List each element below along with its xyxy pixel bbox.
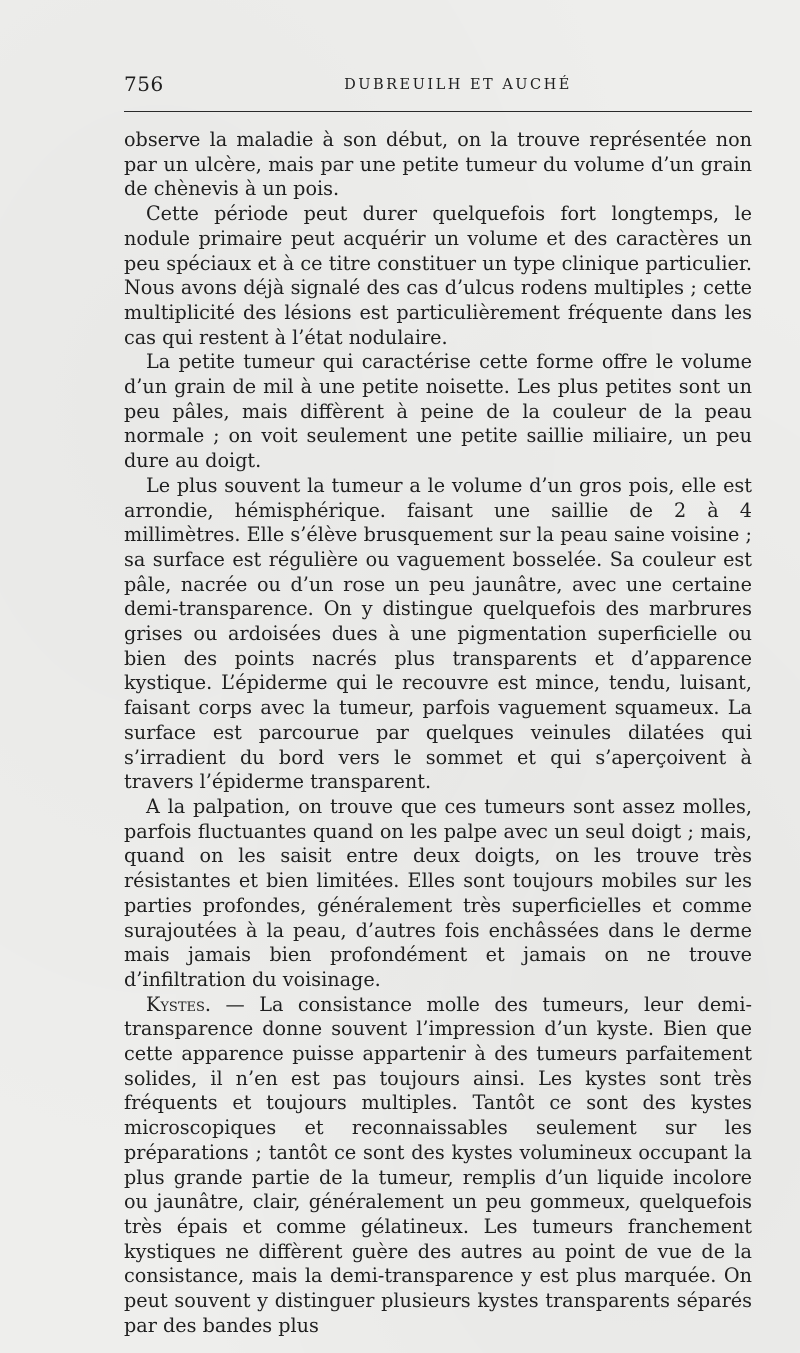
paragraph-6 <box>124 993 752 1339</box>
paragraph-3 <box>124 350 752 474</box>
paragraph-2-text: Cette période peut durer quelquefois fort longtemps, le nodule primaire peut acquérir un volume et des caractères un peu spéciaux et à ce titre constituer un type clinique particulier. Nous avons déjà signalé des cas d’ulcus rodens multiples ; cette multiplicité des lésions est particulièrement fréquente dans les cas qui restent à l’état nodulaire. <box>124 202 752 349</box>
paragraph-4-text: Le plus souvent la tumeur a le volume d’un gros pois, elle est arrondie, hémisphérique. faisant une saillie de 2 à 4 millimètres. Elle s’élève brusquement sur la peau saine voisine ; sa surface est régulière ou vaguement bosselée. Sa couleur est pâle, nacrée ou d’un rose un peu jaunâtre, avec une certaine demi-transparence. On y distingue quelquefois des marbrures grises ou ardoisées dues à une pigmentation superficielle ou bien des points nacrés plus transparents et d’apparence kystique. L’épiderme qui le recouvre est mince, tendu, luisant, faisant corps avec la tumeur, parfois vaguement squameux. La surface est parcourue par quelques veinules dilatées qui s’irradient du bord vers le sommet et qui s’aperçoivent à travers l’épiderme transparent. <box>124 473 752 794</box>
paragraph-6-text: — La consistance molle des tumeurs, leur demi-transparence donne souvent l’impression d’un kyste. Bien que cette apparence puisse appartenir à des tumeurs parfaitement solides, il n’en est pas toujours ainsi. Les kystes sont très fréquents et toujours multiples. Tantôt ce sont des kystes microscopiques et reconnaissables seulement sur les préparations ; tantôt ce sont des kystes volumineux occupant la plus grande partie de la tumeur, remplis d’un liquide incolore ou jaunâtre, clair, généralement un peu gommeux, quelquefois très épais et comme gélatineux. Les tumeurs franchement kystiques ne diffèrent guère des autres au point de vue de la consistance, mais la demi-transparence y est plus marquée. On peut souvent y distinguer plusieurs kystes transparents séparés par des bandes plus <box>124 992 752 1337</box>
paragraph-1 <box>124 128 752 202</box>
paragraph-3-text: La petite tumeur qui caractérise cette forme offre le volume d’un grain de mil à une petite noisette. Les plus petites sont un peu pâles, mais diffèrent à peine de la couleur de la peau normale ; on voit seulement une petite saillie miliaire, un peu dure au doigt. <box>124 350 752 473</box>
paragraph-4 <box>124 474 752 795</box>
section-lead-kystes: Kystes. <box>146 992 211 1016</box>
paragraph-5 <box>124 795 752 993</box>
paragraph-5-text: A la palpation, on trouve que ces tumeurs sont assez molles, parfois fluctuantes quand on les palpe avec un seul doigt ; mais, quand on les saisit entre deux doigts, on les trouve très résistantes et bien limitées. Elles sont toujours mobiles sur les parties profondes, généralement très superficielles et comme surajoutées à la peau, d’autres fois enchâssées dans le derme mais jamais bien profondément et jamais on ne trouve d’infiltration du voisinage. <box>124 794 752 991</box>
running-head: DUBREUILH ET AUCHÉ <box>344 77 572 93</box>
page-header <box>124 72 752 102</box>
page-number: 756 <box>124 72 164 96</box>
body-text <box>124 128 752 1338</box>
paragraph-1-text: observe la maladie à son début, on la trouve représentée non par un ulcère, mais par une petite tumeur du volume d’un grain de chènevis à un pois. <box>124 128 752 201</box>
paragraph-2 <box>124 202 752 350</box>
header-rule <box>124 111 752 112</box>
